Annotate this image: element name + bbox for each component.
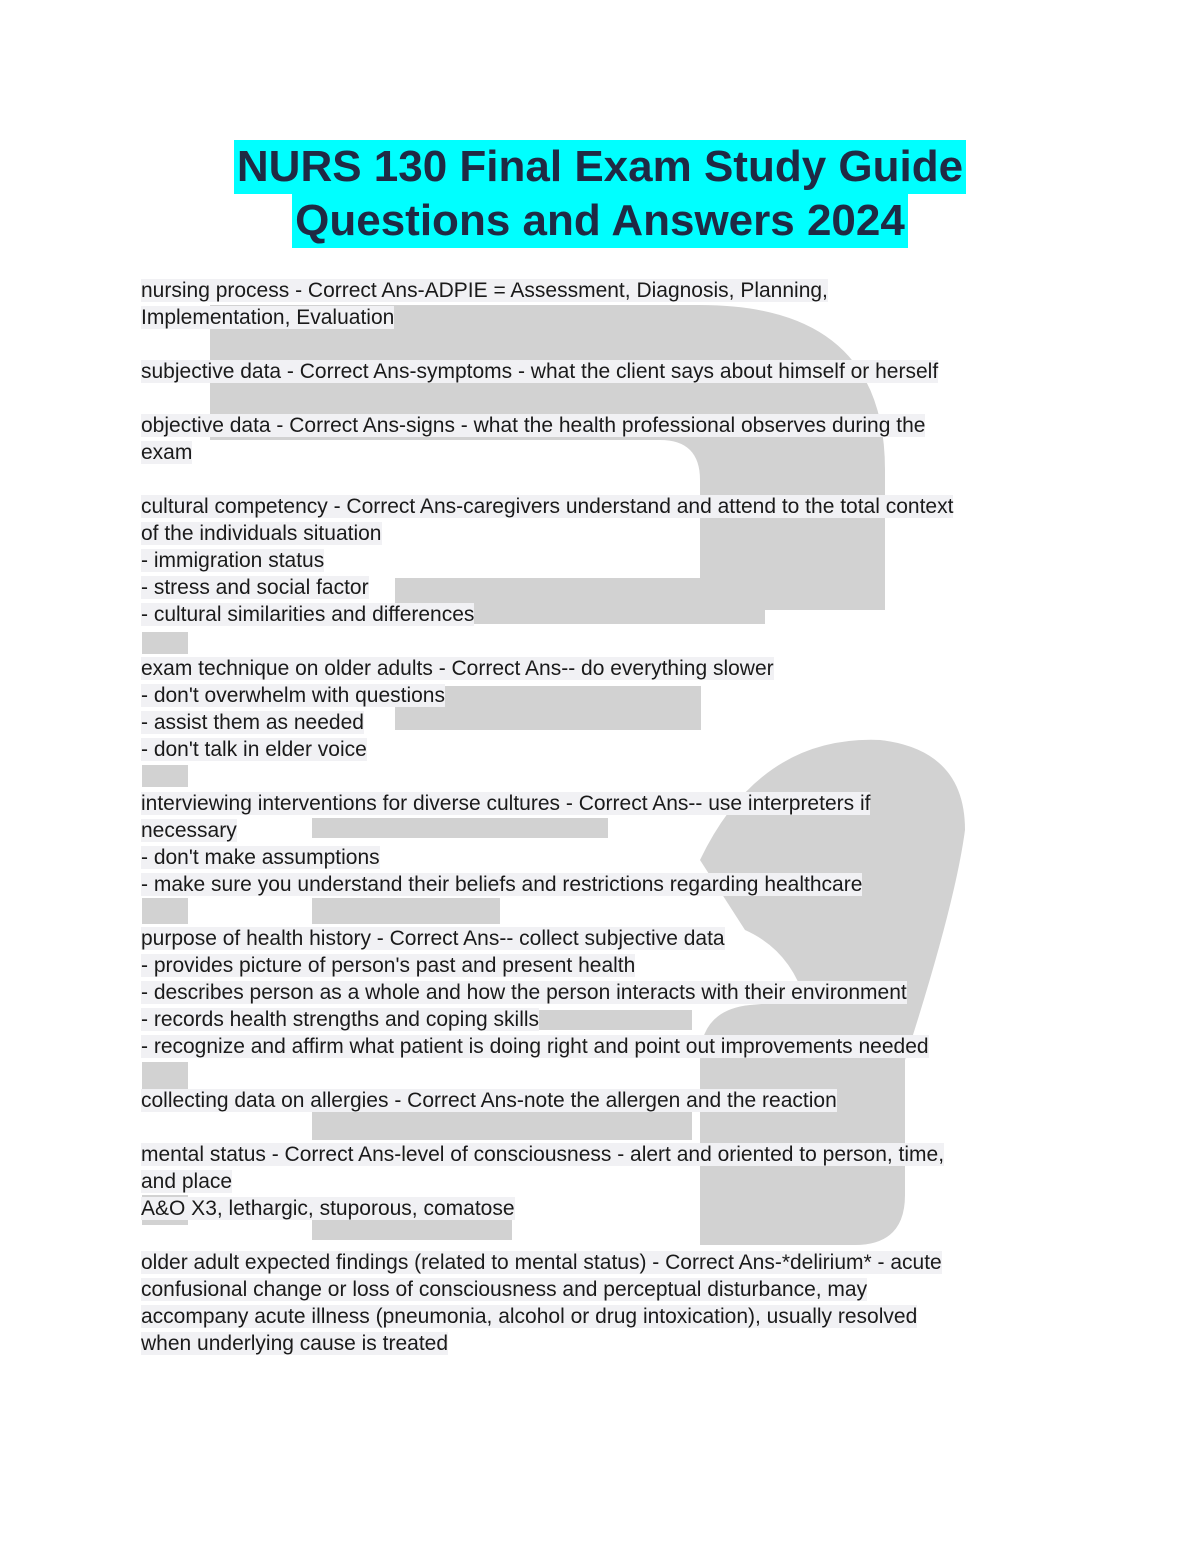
qa-entry [141,358,1071,385]
qa-text-line: - don't make assumptions [141,846,380,869]
qa-text-line: subjective data - Correct Ans-symptoms - what the client says about himself or herself [141,360,939,383]
qa-text-line: necessary [141,819,237,842]
title-line-1: NURS 130 Final Exam Study Guide [234,140,966,194]
qa-text-line: older adult expected findings (related to mental status) - Correct Ans-*delirium* - acute [141,1251,942,1274]
qa-text-line: interviewing interventions for diverse cultures - Correct Ans-- use interpreters if [141,792,871,815]
qa-text-line: - don't talk in elder voice [141,738,367,761]
qa-text-line: nursing process - Correct Ans-ADPIE = Assessment, Diagnosis, Planning, [141,279,828,302]
qa-text-line: - cultural similarities and differences [141,603,475,626]
qa-entry [141,655,1071,763]
qa-text-line: - immigration status [141,549,325,572]
qa-entry [141,493,1071,628]
qa-text-line: Implementation, Evaluation [141,306,395,329]
qa-text-line: mental status - Correct Ans-level of consciousness - alert and oriented to person, time, [141,1143,945,1166]
qa-entry [141,925,1071,1060]
qa-entry [141,277,1071,331]
qa-text-line: - recognize and affirm what patient is doing right and point out improvements needed [141,1035,929,1058]
qa-text-line: - assist them as needed [141,711,364,734]
qa-text-line: purpose of health history - Correct Ans-- collect subjective data [141,927,725,950]
qa-text-line: objective data - Correct Ans-signs - what the health professional observes during the [141,414,926,437]
qa-text-line: - records health strengths and coping skills [141,1008,540,1031]
qa-text-line: and place [141,1170,233,1193]
qa-entry [141,790,1071,898]
qa-text-line: - provides picture of person's past and present health [141,954,636,977]
document-title [0,140,1200,248]
qa-text-line: when underlying cause is treated [141,1332,449,1355]
qa-text-line: A&O X3, lethargic, stuporous, comatose [141,1197,515,1220]
qa-text-line: - don't overwhelm with questions [141,684,445,707]
qa-entry [141,1087,1071,1114]
qa-text-line: - describes person as a whole and how the person interacts with their environment [141,981,907,1004]
qa-entry [141,1141,1071,1222]
qa-entry [141,412,1071,466]
title-line-2: Questions and Answers 2024 [292,194,908,248]
qa-entry [141,1249,1071,1357]
qa-text-line: accompany acute illness (pneumonia, alcohol or drug intoxication), usually resolved [141,1305,918,1328]
qa-text-line: of the individuals situation [141,522,382,545]
qa-text-line: - make sure you understand their beliefs and restrictions regarding healthcare [141,873,863,896]
qa-text-line: - stress and social factor [141,576,369,599]
qa-text-line: collecting data on allergies - Correct Ans-note the allergen and the reaction [141,1089,837,1112]
qa-text-line: cultural competency - Correct Ans-caregivers understand and attend to the total context [141,495,954,518]
qa-list [141,277,1071,1384]
qa-text-line: confusional change or loss of consciousness and perceptual disturbance, may [141,1278,868,1301]
qa-text-line: exam technique on older adults - Correct Ans-- do everything slower [141,657,774,680]
qa-text-line: exam [141,441,193,464]
